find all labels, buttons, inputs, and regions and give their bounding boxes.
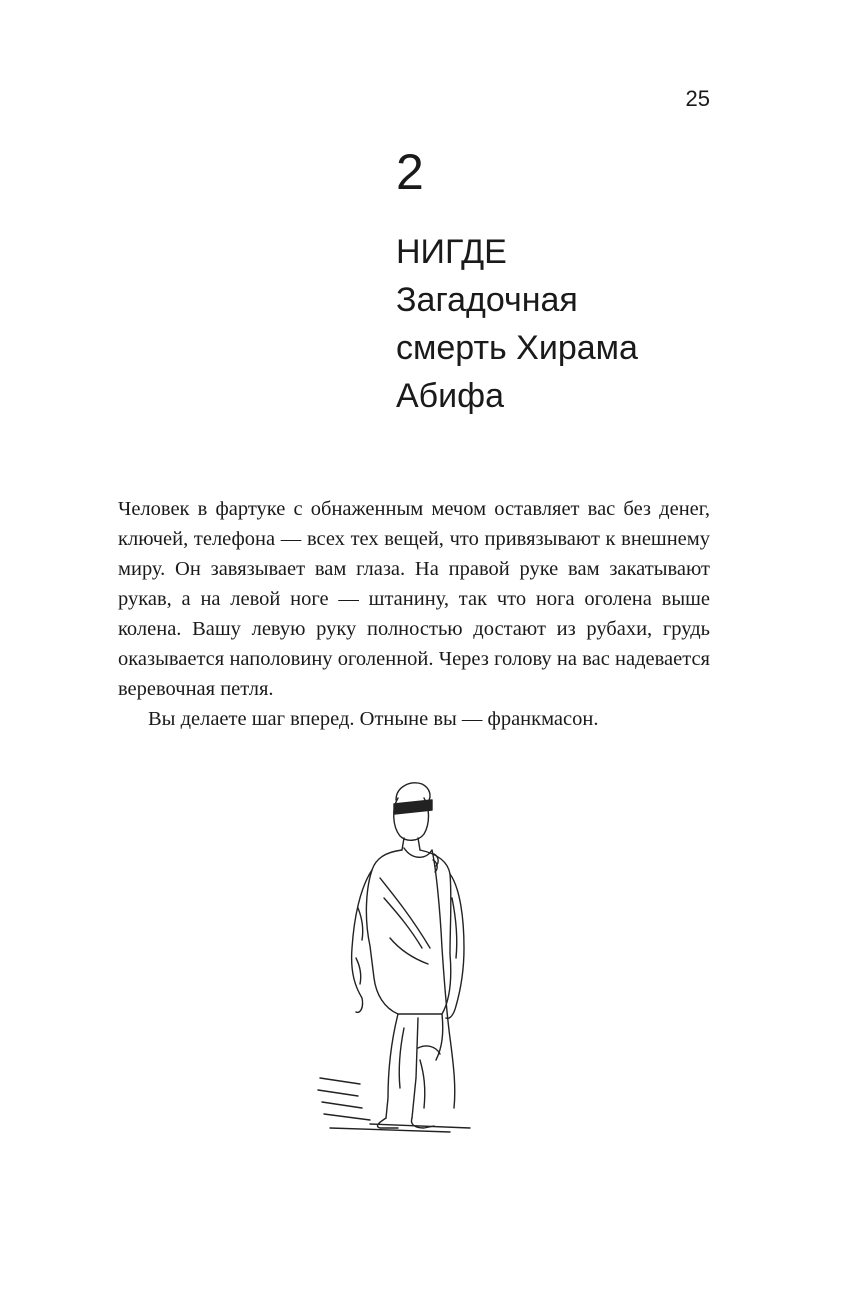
blindfold bbox=[394, 800, 432, 814]
trousers bbox=[386, 1014, 443, 1118]
body-paragraph: Человек в фартуке с обнаженным мечом оставляет вас без денег, ключей, телефона — всех тех вещей, что привязывают к внешнему миру. Он завязывает вам глаза. На правой руке вам закатывают рукав, а на левой ноге — штанину, так что нога оголена выше колена. Вашу левую руку полностью достают из рубахи, грудь оказывается наполовину оголенной. Через голову на вас надевается веревочная петля. bbox=[118, 498, 710, 700]
initiate-figure-illustration bbox=[300, 778, 490, 1148]
torso bbox=[366, 850, 451, 1014]
body-paragraph: Вы делаете шаг вперед. Отныне вы — франкмасон. bbox=[148, 708, 599, 730]
chapter-title-line: НИГДЕ bbox=[396, 233, 507, 271]
chapter-number: 2 bbox=[396, 144, 424, 200]
chapter-title-line: смерть Хирама bbox=[396, 329, 638, 367]
chapter-title bbox=[396, 228, 726, 420]
page-number: 25 bbox=[685, 86, 710, 111]
ground bbox=[318, 1078, 470, 1132]
noose-rope bbox=[404, 848, 455, 1108]
body-text bbox=[118, 494, 710, 734]
chapter-title-line: Абифа bbox=[396, 377, 505, 415]
chapter-title-line: Загадочная bbox=[396, 281, 578, 319]
